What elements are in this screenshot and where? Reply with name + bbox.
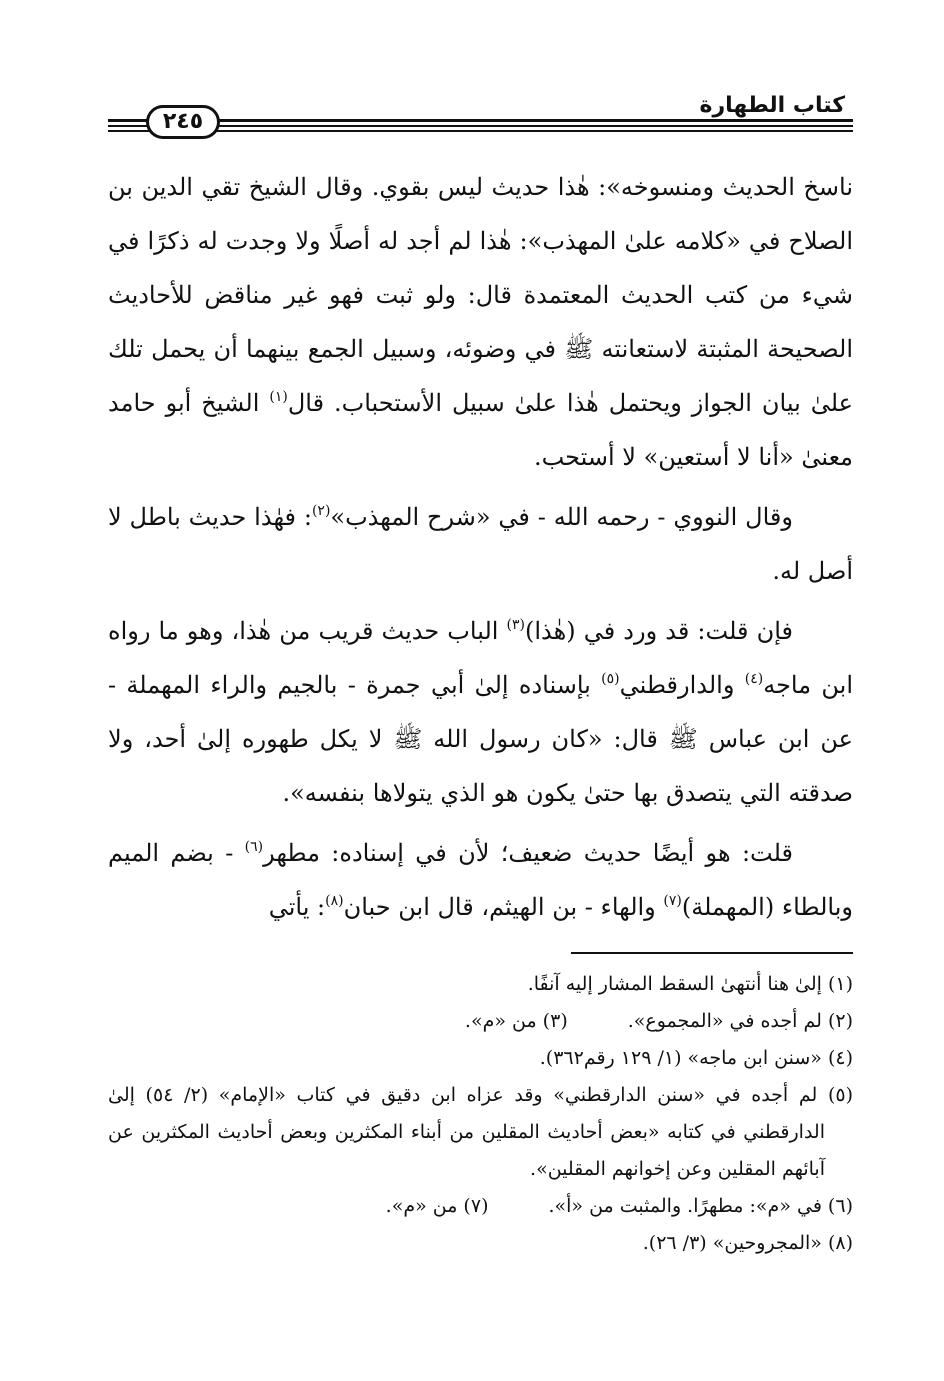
footnote-ref-4: (٤)	[744, 671, 764, 687]
footnote-separator	[571, 952, 853, 954]
footnote-ref-3: (٣)	[506, 617, 525, 633]
footnote-4: (٤) «سنن ابن ماجه» (١/ ١٢٩ رقم٣٦٢).	[539, 1047, 853, 1069]
footnote-ref-6: (٦)	[244, 839, 264, 855]
footnote-ref-1: (١)	[269, 389, 288, 405]
footnote-3: (٣) من «م».	[464, 1010, 568, 1032]
text-run: فإن قلت: قد ورد في (هٰذا)	[525, 617, 794, 645]
paragraph-2	[108, 490, 853, 598]
page-number: ٢٤٥	[162, 109, 204, 134]
text-run: : فهٰذا حديث باطل لا أصل له.	[108, 503, 853, 585]
footnote-line-2-3	[108, 1003, 853, 1040]
footnote-ref-7: (٧)	[663, 893, 682, 909]
text-run: بإسناده إلىٰ أبي جمرة - بالجيم والراء المهملة - عن ابن عباس ﷺ قال: «كان رسول الله ﷺ لا يكل طهوره إلىٰ أحد، ولا صدقته التي يتصدق بها حتىٰ يكون هو الذي يتولاها بنفسه».	[108, 671, 853, 807]
footnote-2: (٢) لم أجده في «المجموع».	[627, 1010, 853, 1032]
paragraph-3	[108, 604, 853, 820]
footnote-8: (٨) «المجروحين» (٣/ ٢٦).	[642, 1232, 853, 1254]
footnote-ref-5: (٥)	[601, 671, 620, 687]
main-text	[108, 160, 853, 940]
footnote-7: (٧) من «م».	[385, 1195, 489, 1217]
text-run: الشيخ أبو حامد معنىٰ «أنا لا أستعين» لا أستحب.	[108, 389, 853, 471]
text-run: ناسخ الحديث ومنسوخه»: هٰذا حديث ليس بقوي. وقال الشيخ تقي الدين بن الصلاح في «كلامه علىٰ المهذب»: هٰذا لم أجد له أصلًا ولا وجدت له ذكرًا في شيء من كتب الحديث المعتمدة قال: ولو ثبت فهو غير مناقض للأحاديث الصحيحة المثبتة لاستعانته ﷺ في وضوئه، وسبيل الجمع بينهما أن يحمل تلك علىٰ بيان الجواز ويحتمل هٰذا علىٰ سبيل الأستحباب. قال	[108, 173, 854, 417]
footnote-6: (٦) في «م»: مطهرًا. والمثبت من «أ».	[548, 1195, 853, 1217]
footnote-ref-8: (٨)	[325, 893, 344, 909]
text-run: الباب حديث قريب من هٰذا، وهو ما رواه ابن ماجه	[108, 617, 853, 699]
text-run: : يأتي	[268, 893, 326, 921]
footnote-5: (٥) لم أجده في «سنن الدارقطني» وقد عزاه ابن دقيق في كتاب «الإمام» (٢/ ٥٤) إلىٰ الدارقطني في كتابه «بعض أحاديث المقلين من أبناء المكثرين وبعض أحاديث المكثرين عن آبائهم المقلين وعن إخوانهم المقلين».	[108, 1084, 853, 1180]
text-run: والدارقطني	[619, 671, 745, 699]
text-run: - بضم الميم وبالطاء (المهملة)	[108, 839, 853, 921]
footnote-1: (١) إلىٰ هنا أنتهىٰ السقط المشار إليه آنفًا.	[527, 973, 853, 995]
page-header	[108, 88, 853, 148]
header-rule-middle	[108, 125, 853, 127]
footnotes	[108, 966, 853, 1262]
paragraph-4	[108, 826, 853, 934]
paragraph-1	[108, 160, 853, 484]
footnote-ref-2: (٢)	[311, 503, 331, 519]
text-run: والهاء - بن الهيثم، قال ابن حبان	[343, 893, 664, 921]
book-title: كتاب الطهارة	[699, 93, 845, 118]
header-rule-bottom	[108, 130, 853, 132]
footnote-line-6-7	[108, 1188, 853, 1225]
text-run: قلت: هو أيضًا حديث ضعيف؛ لأن في إسناده: مطهر	[263, 839, 794, 867]
text-run: وقال النووي - رحمه الله - في «شرح المهذب»	[330, 503, 793, 531]
page-number-badge	[146, 105, 220, 139]
